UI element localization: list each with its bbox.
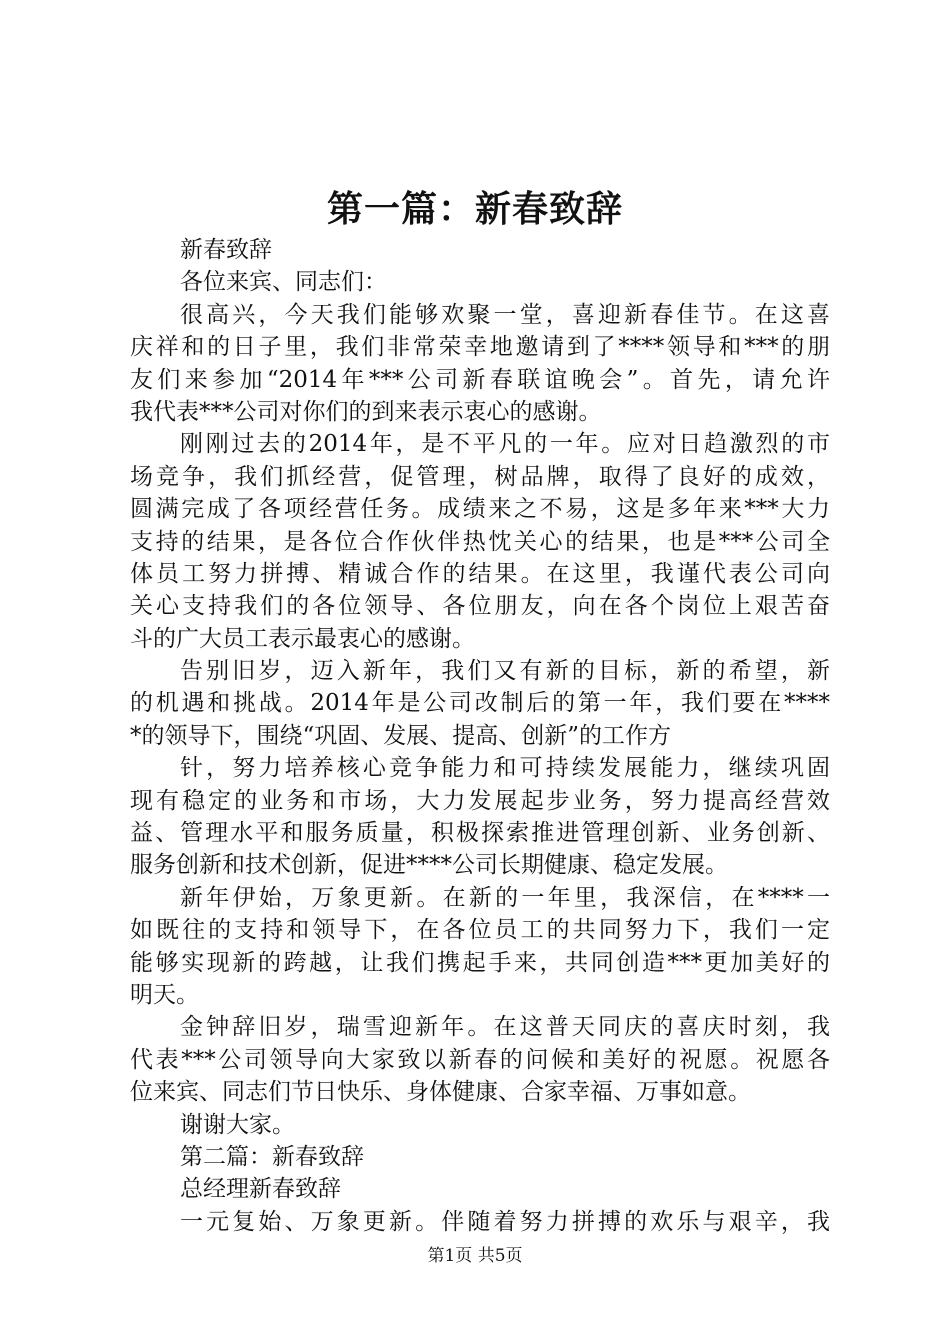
- page-footer: 第1页 共5页: [427, 1246, 523, 1266]
- text-line: 新春致辞: [180, 237, 272, 263]
- text-line: 现有稳定的业务和市场，大力发展起步业务，努力提高经营效: [130, 787, 830, 814]
- text-line: 新年伊始，万象更新。在新的一年里，我深信，在****一: [180, 884, 830, 911]
- text-line: 很高兴，今天我们能够欢聚一堂，喜迎新春佳节。在这喜: [180, 301, 830, 328]
- text-line: 斗的广大员工表示最衷心的感谢。: [130, 625, 475, 652]
- document-body: [130, 234, 830, 1238]
- text-line: 位来宾、同志们节日快乐、身体健康、合家幸福、万事如意。: [130, 1079, 751, 1106]
- text-line: 针，努力培养核心竞争能力和可持续发展能力，继续巩固: [180, 755, 830, 782]
- text-line: *的领导下，围绕“巩固、发展、提高、创新”的工作方: [130, 722, 672, 749]
- text-line: 益、管理水平和服务质量，积极探索推进管理创新、业务创新、: [130, 820, 830, 847]
- text-line: 金钟辞旧岁，瑞雪迎新年。在这普天同庆的喜庆时刻，我: [180, 1014, 830, 1041]
- text-line: 支持的结果，是各位合作伙伴热忱关心的结果，也是***公司全: [130, 528, 830, 555]
- text-line: 代表***公司领导向大家致以新春的问候和美好的祝愿。祝愿各: [130, 1046, 830, 1073]
- text-line: 关心支持我们的各位领导、各位朋友，向在各个岗位上艰苦奋: [130, 593, 830, 620]
- text-line: 圆满完成了各项经营任务。成绩来之不易，这是多年来***大力: [130, 496, 830, 523]
- text-line: 总经理新春致辞: [180, 1176, 341, 1203]
- text-line: 告别旧岁，迈入新年，我们又有新的目标，新的希望，新: [180, 658, 830, 685]
- text-line: 能够实现新的跨越，让我们携起手来，共同创造***更加美好的: [130, 949, 830, 976]
- text-line: 友们来参加“2014年***公司新春联谊晚会”。首先，请允许: [130, 366, 830, 393]
- text-line: 第二篇：新春致辞: [180, 1143, 364, 1170]
- text-line: 如既往的支持和领导下，在各位员工的共同努力下，我们一定: [130, 917, 830, 944]
- text-line: 明天。: [130, 981, 199, 1008]
- text-line: 一元复始、万象更新。伴随着努力拼搏的欢乐与艰辛，我: [180, 1208, 830, 1235]
- text-line: 体员工努力拼搏、精诚合作的结果。在这里，我谨代表公司向: [130, 560, 830, 587]
- text-line: 庆祥和的日子里，我们非常荣幸地邀请到了****领导和***的朋: [130, 334, 830, 361]
- text-line: 各位来宾、同志们：: [180, 269, 387, 296]
- text-line: 服务创新和技术创新，促进****公司长期健康、稳定发展。: [130, 852, 728, 879]
- text-line: 我代表***公司对你们的到来表示衷心的感谢。: [130, 398, 602, 425]
- text-line: 谢谢大家。: [180, 1111, 295, 1138]
- text-line: 场竞争，我们抓经营，促管理，树品牌，取得了良好的成效，: [130, 463, 830, 490]
- page-title: 第一篇：新春致辞: [326, 188, 623, 230]
- text-line: 刚刚过去的2014年，是不平凡的一年。应对日趋激烈的市: [180, 431, 830, 458]
- text-line: 的机遇和挑战。2014年是公司改制后的第一年，我们要在****: [130, 690, 830, 717]
